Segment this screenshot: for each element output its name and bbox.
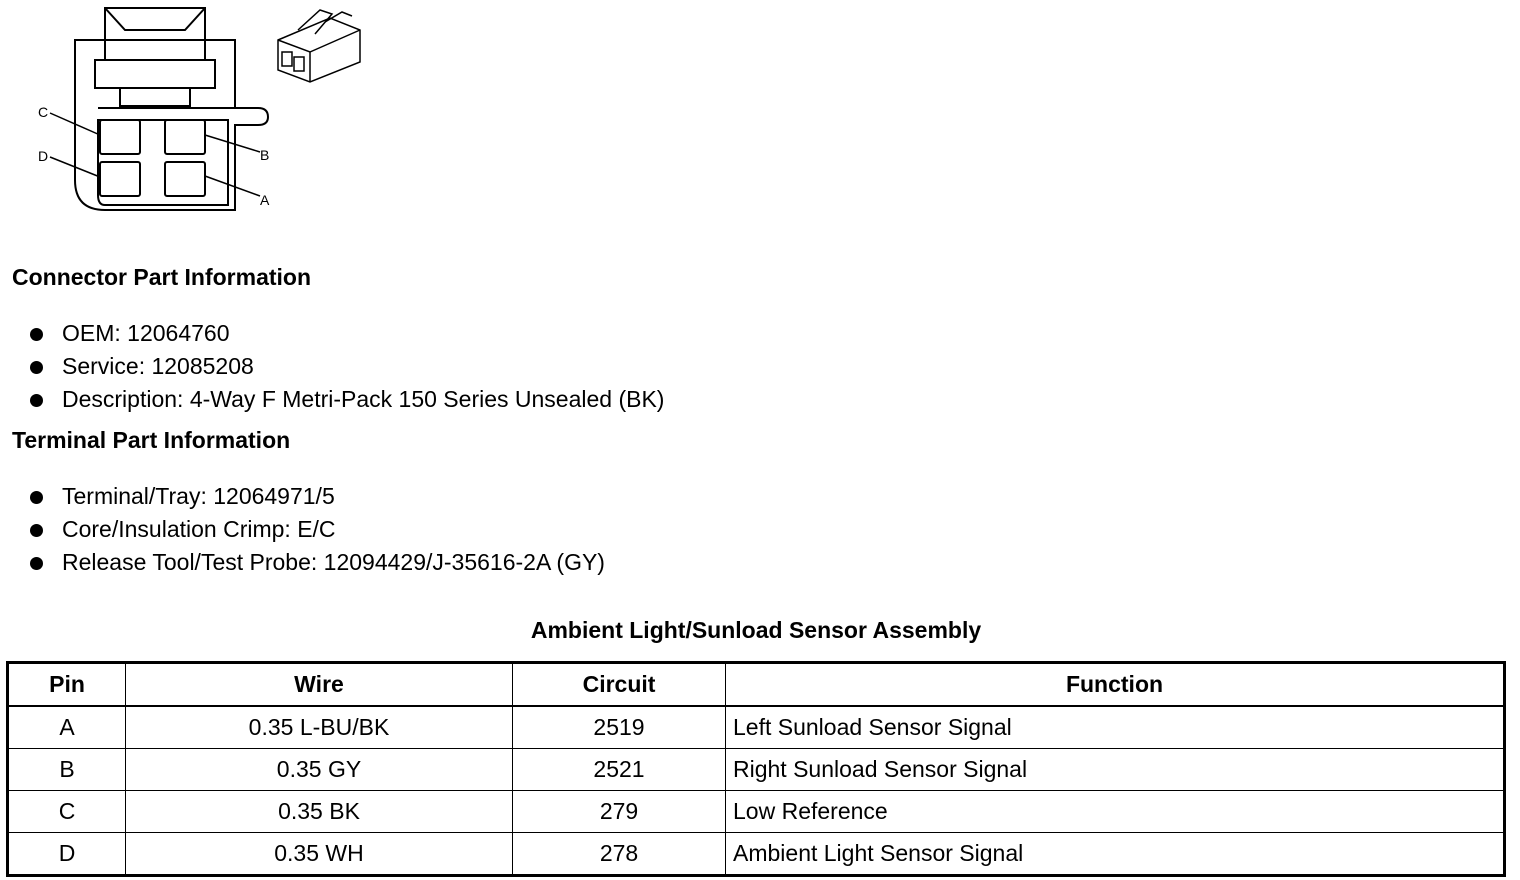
table-row xyxy=(8,749,1505,791)
connector-face-diagram xyxy=(30,0,370,220)
cell-function: Right Sunload Sensor Signal xyxy=(726,749,1505,791)
pin-label-b: B xyxy=(260,147,270,163)
list-item xyxy=(28,317,664,350)
cell-wire: 0.35 BK xyxy=(126,791,513,833)
connector-info-list xyxy=(28,317,664,416)
list-item xyxy=(28,546,605,579)
cell-circuit: 2519 xyxy=(513,706,726,749)
header-pin: Pin xyxy=(8,663,126,707)
terminal-info-list xyxy=(28,480,605,579)
cell-circuit: 279 xyxy=(513,791,726,833)
list-item-text: OEM: 12064760 xyxy=(62,320,230,346)
cell-wire: 0.35 GY xyxy=(126,749,513,791)
connector-diagram xyxy=(30,0,370,220)
cell-pin: C xyxy=(8,791,126,833)
bullet-icon xyxy=(30,394,43,407)
connector-info-heading: Connector Part Information xyxy=(12,264,312,290)
list-item xyxy=(28,383,664,416)
list-item-text: Release Tool/Test Probe: 12094429/J-35616-2A (GY) xyxy=(62,549,605,575)
table-header-row xyxy=(8,663,1505,707)
cell-wire: 0.35 WH xyxy=(126,833,513,876)
cell-pin: D xyxy=(8,833,126,876)
list-item-text: Description: 4-Way F Metri-Pack 150 Series Unsealed (BK) xyxy=(62,386,665,412)
header-wire: Wire xyxy=(126,663,513,707)
bullet-icon xyxy=(30,524,43,537)
header-circuit: Circuit xyxy=(513,663,726,707)
cell-circuit: 2521 xyxy=(513,749,726,791)
header-function: Function xyxy=(726,663,1505,707)
bullet-icon xyxy=(30,557,43,570)
list-item-text: Core/Insulation Crimp: E/C xyxy=(62,516,336,542)
cell-function: Left Sunload Sensor Signal xyxy=(726,706,1505,749)
table-row xyxy=(8,791,1505,833)
connector-3d-icon xyxy=(278,10,360,82)
cell-wire: 0.35 L-BU/BK xyxy=(126,706,513,749)
pin-label-d: D xyxy=(38,148,49,164)
list-item xyxy=(28,513,605,546)
terminal-info-heading: Terminal Part Information xyxy=(12,427,291,453)
bullet-icon xyxy=(30,491,43,504)
cell-function: Low Reference xyxy=(726,791,1505,833)
pin-table xyxy=(6,661,1506,877)
cell-circuit: 278 xyxy=(513,833,726,876)
list-item xyxy=(28,480,605,513)
cell-function: Ambient Light Sensor Signal xyxy=(726,833,1505,876)
table-row xyxy=(8,706,1505,749)
pin-label-c: C xyxy=(38,104,49,120)
list-item-text: Service: 12085208 xyxy=(62,353,254,379)
cell-pin: B xyxy=(8,749,126,791)
table-title: Ambient Light/Sunload Sensor Assembly xyxy=(530,617,982,643)
list-item xyxy=(28,350,664,383)
list-item-text: Terminal/Tray: 12064971/5 xyxy=(62,483,335,509)
bullet-icon xyxy=(30,328,43,341)
table-row xyxy=(8,833,1505,876)
pin-label-a: A xyxy=(260,192,270,208)
bullet-icon xyxy=(30,361,43,374)
cell-pin: A xyxy=(8,706,126,749)
